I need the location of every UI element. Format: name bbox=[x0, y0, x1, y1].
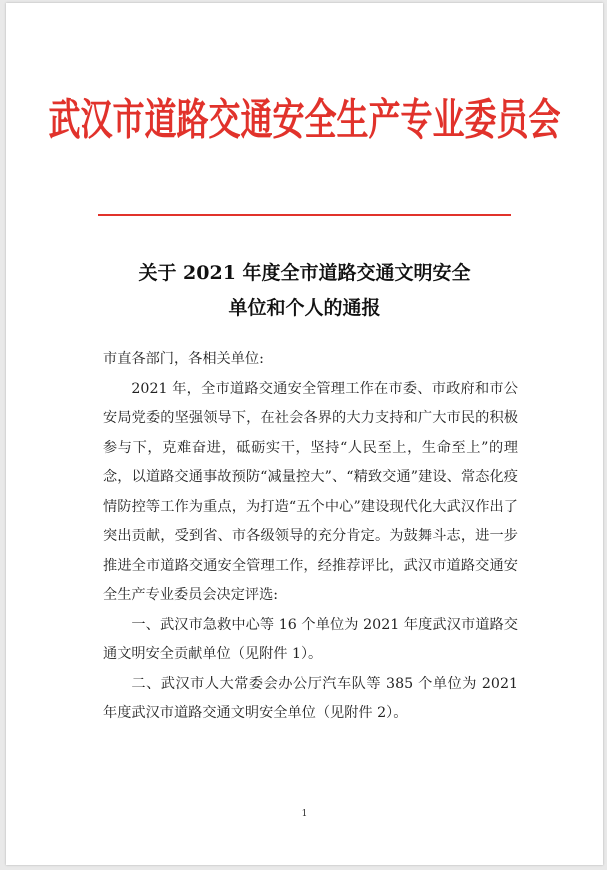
red-divider-line bbox=[98, 214, 511, 216]
salutation: 市直各部门，各相关单位: bbox=[103, 351, 264, 367]
body-paragraph-3: 二、武汉市人大常委会办公厅汽车队等 385 个单位为 2021 年度武汉市道路交通文明安全单位（见附件 2）。 bbox=[103, 675, 518, 721]
red-header-org-name: 武汉市道路交通安全生产专业委员会 bbox=[48, 94, 561, 146]
body-paragraph-2: 一、武汉市急救中心等 16 个单位为 2021 年度武汉市道路交通文明安全贡献单位（见附件 1）。 bbox=[103, 616, 518, 662]
document-title-line-1: 关于 2021 年度全市道路交通文明安全 bbox=[138, 262, 471, 284]
document-page bbox=[6, 3, 603, 865]
body-paragraph-1: 2021 年，全市道路交通安全管理工作在市委、市政府和市公安局党委的坚强领导下，在社会各界的大力支持和广大市民的积极参与下，克难奋进，砥砺实干，坚持“人民至上，生命至上”的理念，以道路交通事故预防“减量控大”、“精致交通”建设、常态化疫情防控等工作为重点，为打造“五个中心”建设现代化大武汉作出了突出贡献，受到省、市各级领导的充分肯定。为鼓舞斗志，进一步推进全市道路交通安全管理工作，经推荐评比，武汉市道路交通安全生产专业委员会决定评选: bbox=[103, 380, 518, 603]
document-title-line-2: 单位和个人的通报 bbox=[228, 297, 381, 319]
document-body bbox=[103, 345, 518, 729]
page-number: 1 bbox=[301, 809, 308, 819]
